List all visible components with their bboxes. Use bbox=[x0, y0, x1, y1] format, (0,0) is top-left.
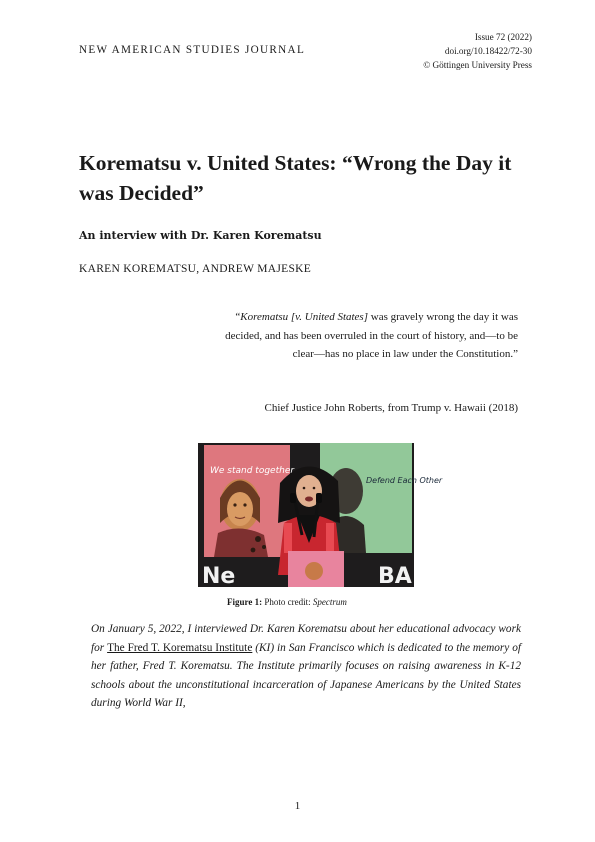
podium-poster bbox=[288, 551, 344, 587]
epigraph-quote bbox=[218, 308, 518, 364]
issue-metadata bbox=[423, 30, 532, 72]
authors: KAREN KOREMATSU, ANDREW MAJESKE bbox=[79, 263, 312, 275]
caption-text: Photo credit: bbox=[262, 597, 313, 607]
publisher: © Göttingen University Press bbox=[423, 60, 532, 70]
figure-photo bbox=[198, 443, 443, 589]
epigraph-attribution: Chief Justice John Roberts, from Trump v. Hawaii (2018) bbox=[264, 402, 518, 414]
quote-text: was gravely wrong the day it was decided, and has been overruled in the court of history, and—to be clear—has no place in law under the Constitution.” bbox=[225, 311, 518, 360]
caption-source: Spectrum bbox=[312, 597, 347, 607]
body-text-part2: (KI) in San Francisco which is dedicated to the memory of her father, Fred T. Korematsu. The Institute primarily focuses on raising awareness in K-12 schools about the unconstitutional incarceration of Japanese Americans by the United States during World War II, bbox=[91, 641, 522, 709]
article-title: Korematsu v. United States: “Wrong the Day it was Decided” bbox=[79, 151, 512, 205]
quote-italic-case: Korematsu [v. United States] bbox=[240, 311, 368, 323]
figure-caption bbox=[227, 597, 347, 607]
poster-left-text: We stand together bbox=[210, 466, 295, 476]
body-paragraph bbox=[91, 620, 521, 713]
banner-left-text: Ne bbox=[202, 564, 236, 589]
page-number: 1 bbox=[294, 800, 301, 812]
issue-number: Issue 72 (2022) bbox=[474, 32, 532, 42]
quote-open-mark: “ bbox=[235, 311, 241, 323]
poster-right-text: Defend Each Other bbox=[366, 476, 443, 485]
body-text-part1: On January 5, 2022, I interviewed Dr. Karen Korematsu about her educational advocacy work for bbox=[91, 623, 521, 654]
banner-right-text: BA bbox=[378, 564, 412, 589]
article-subtitle: An interview with Dr. Karen Korematsu bbox=[79, 229, 322, 242]
figure-label: Figure 1: bbox=[227, 597, 263, 607]
journal-name: NEW AMERICAN STUDIES JOURNAL bbox=[79, 44, 306, 56]
institute-link[interactable]: The Fred T. Korematsu Institute bbox=[107, 641, 253, 654]
doi-link[interactable]: doi.org/10.18422/72-30 bbox=[444, 46, 532, 56]
